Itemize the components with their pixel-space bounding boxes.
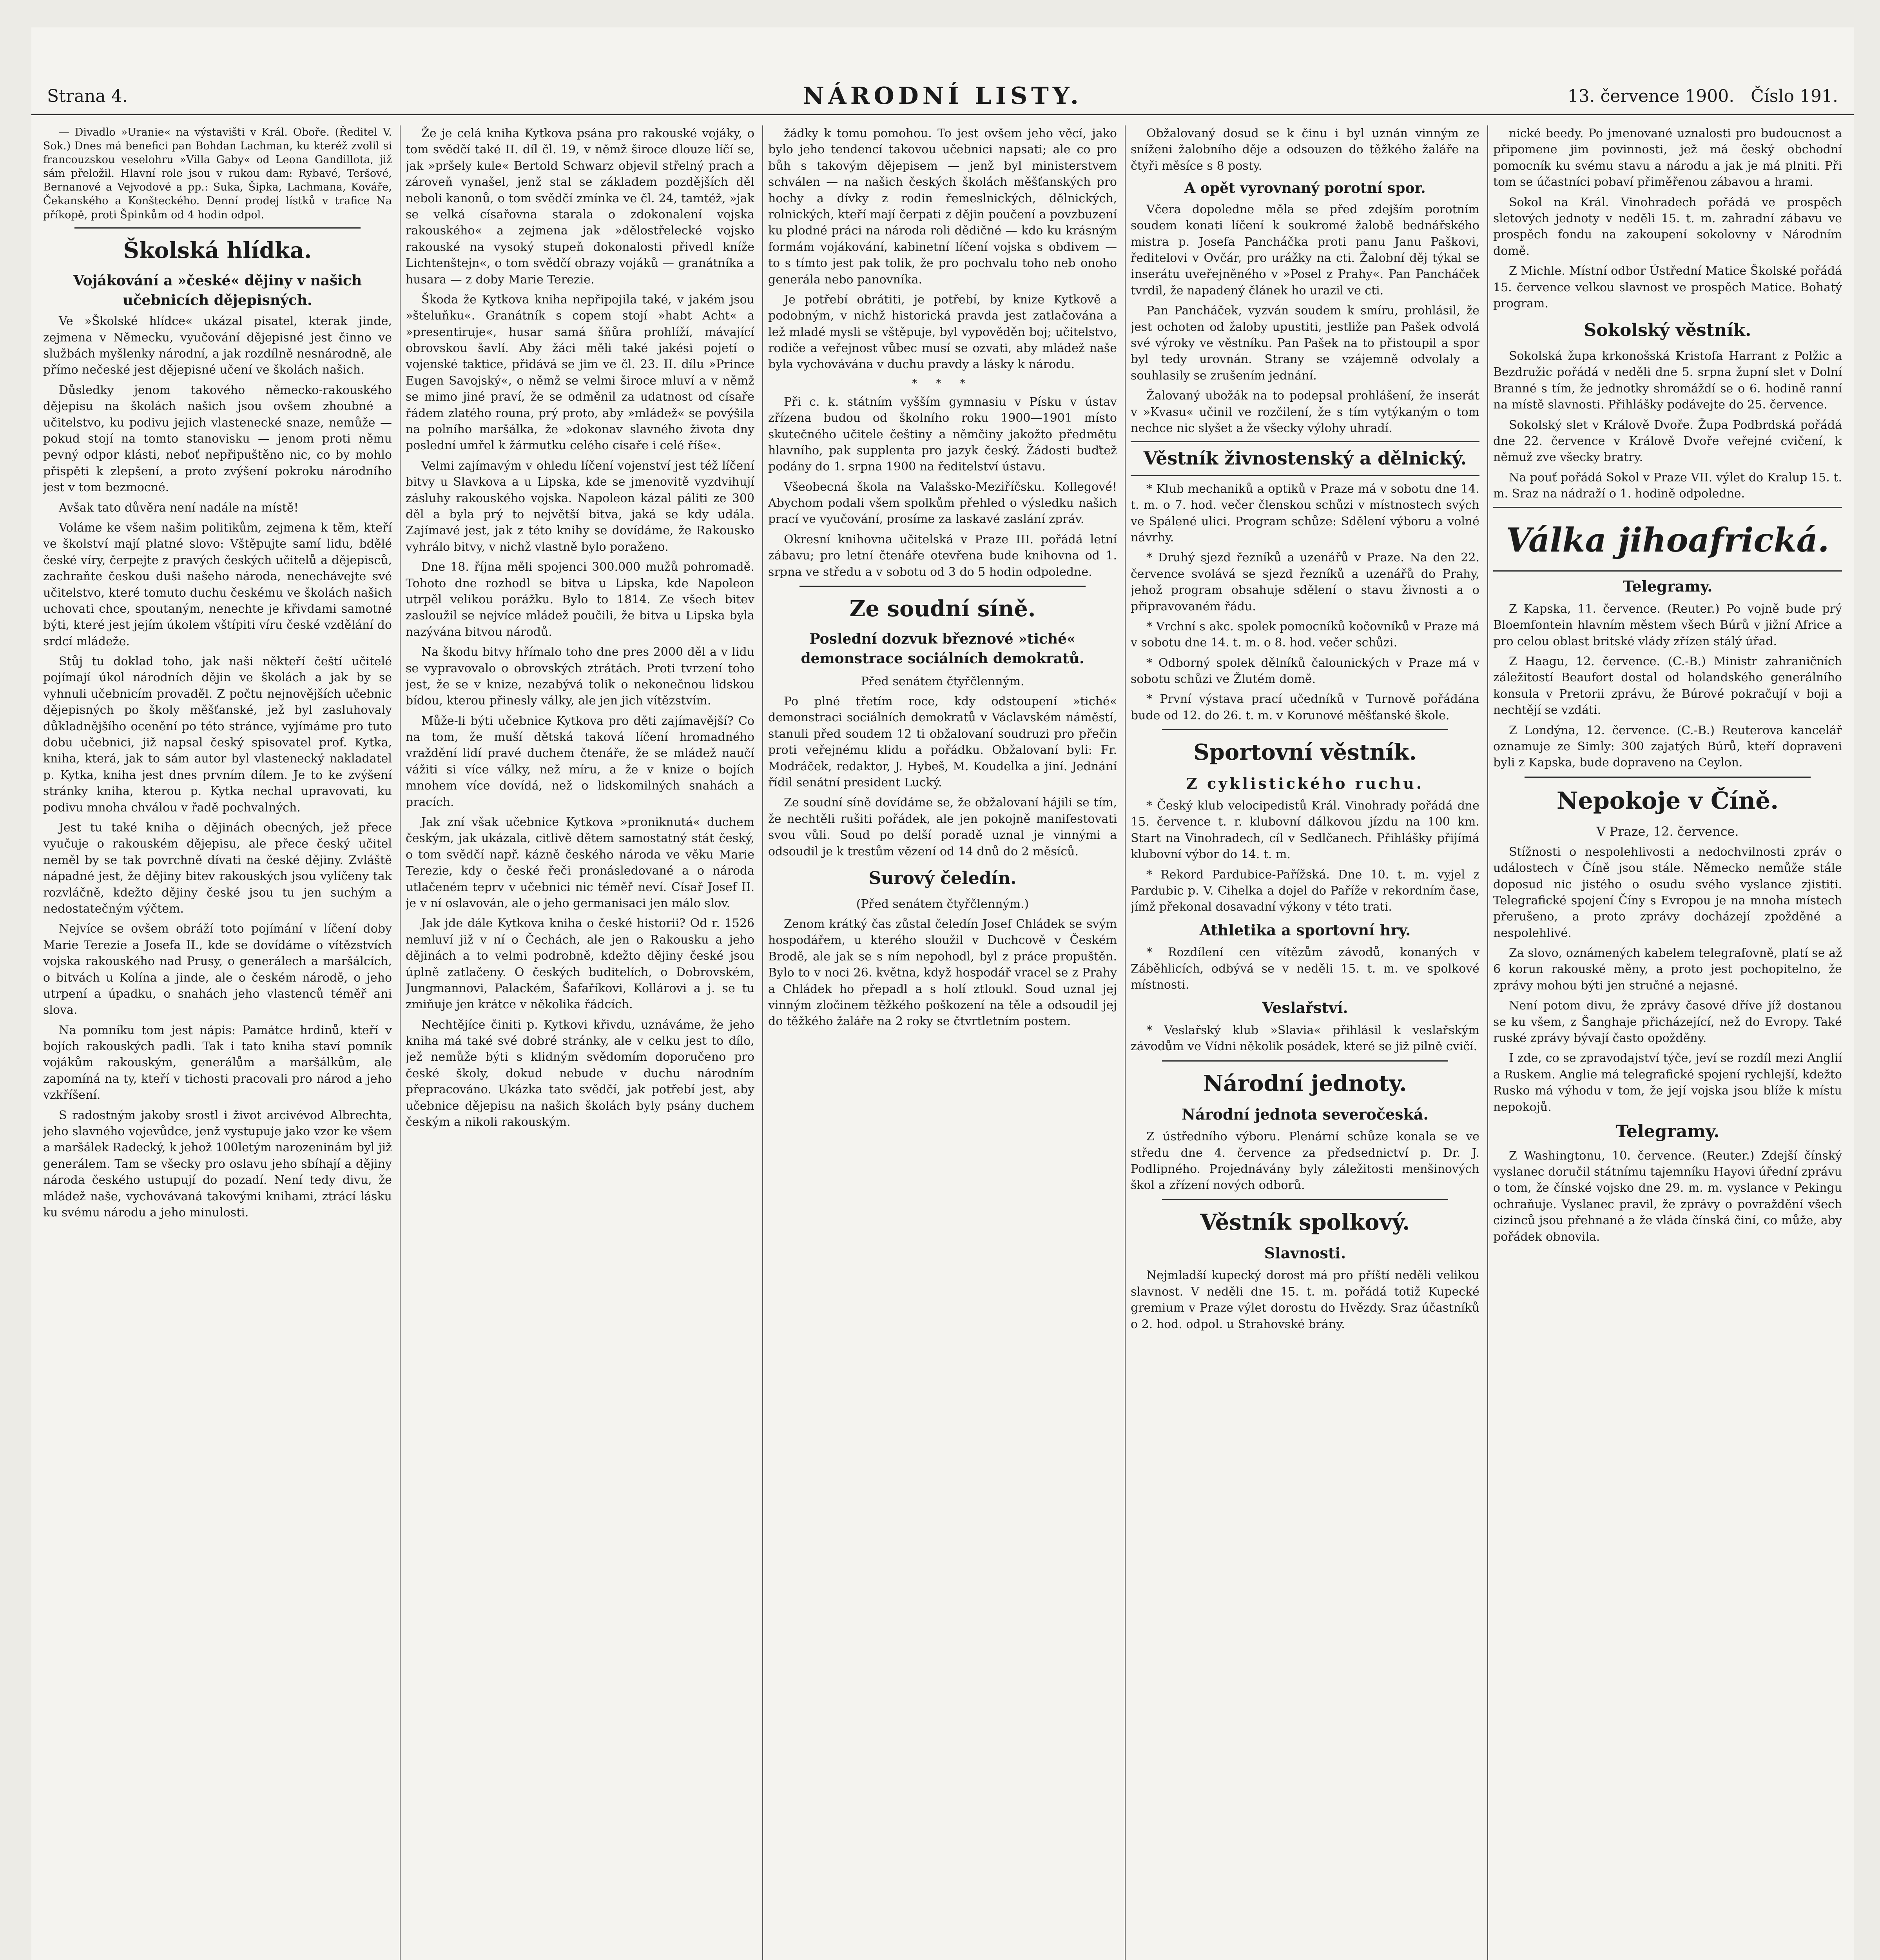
article-paragraph: Sokol na Král. Vinohradech pořádá ve prospěch sletových jednoty v neděli 15. t. m. zahradní zábavu ve prospěch fondu na zakoupení sokolovny v Národním domě. bbox=[1493, 195, 1842, 258]
article-paragraph: Obžalovaný dosud se k činu i byl uznán vinným ze sníženi žalobního děje a odsouzen do těžkého žaláře na čtyři měsíce s 8 posty. bbox=[1131, 127, 1479, 173]
article-paragraph: Nejmladší kupecký dorost má pro příští neděli velikou slavnost. V neděli dne 15. t. m. pořádá totiž Kupecké gremium v Praze výlet dorostu do Hvězdy. Sraz účastníků o 2. hod. odpol. u Strahovské brány. bbox=[1131, 1269, 1479, 1331]
column-5 bbox=[1493, 125, 1842, 1960]
article-paragraph: * Rozdílení cen vítězům závodů, konaných v Záběhlicích, odbývá se v neděli 15. t. m. ve spolkové místnosti. bbox=[1131, 946, 1479, 992]
article-paragraph: Na pouť pořádá Sokol v Praze VII. výlet do Kralup 15. t. m. Sraz na nádraží o 1. hodině odpoledne. bbox=[1493, 470, 1842, 501]
section-title-china: Nepokoje v Číně. bbox=[1556, 787, 1779, 815]
article-paragraph: Stůj tu doklad toho, jak naši někteří čeští učitelé pojímají úkol národních dějin ve školách a jak by se vyhnuli učebnicím provaděl. Z počtu nejnovějších učebnic dějepisných po školy měšťanské, jež byl zasluhovaly důkladnějšího ocenění po této stránce, vyjímáme pro tuto dobu učebnici, již napsal český spisovatel prof. Kytka, kniha, která, jak to sám autor byl vlastenecký nakladatel p. Kytka, kniha jest dnes prvním dílem. Je to ke zvýšení stránky kniha, kterou p. Kytka nechal upravovati, ku podivu mnoha chválou v řadě pochvalných. bbox=[43, 655, 392, 815]
section-box bbox=[1131, 441, 1479, 476]
article-paragraph: * Klub mechaniků a optiků v Praze má v sobotu dne 14. t. m. o 7. hod. večer členskou schůzi v místnostech svých ve Spálené ulici. Program schůze: Sdělení výboru a volné návrhy. bbox=[1131, 482, 1479, 544]
article-paragraph: Při c. k. státním vyšším gymnasiu v Písku v ústav zřízena budou od školního roku 1900—1901 místo skutečného učitele češtiny a němčiny jakožto předmětu hlavního, pak supplenta pro jazyk český. Žádosti buďtež podány do 1. srpna 1900 na ředitelství ústavu. bbox=[768, 395, 1117, 474]
article-paragraph: Na škodu bitvy hřímalo toho dne pres 2000 děl a v lidu se vypravovalo o obrovských ztrátách. Proti tvrzení toho jest, že se v knize, nezabývá tolik o nekonečnou lidskou bídou, kterou přinesly války, ale jen jich vítězstvím. bbox=[406, 645, 754, 708]
article-paragraph: Žalovaný ubožák na to podepsal prohlášení, že inserát v »Kvasu« učinil ve rozčilení, že s tím vytýkaným o tom nechce nic slyšet a že všecky výlohy uhradí. bbox=[1131, 389, 1479, 435]
section-title-national: Národní jednoty. bbox=[1203, 1070, 1407, 1096]
article-paragraph: Okresní knihovna učitelská v Praze III. pořádá letní zábavu; pro letní čtenáře otevřena bude knihovna od 1. srpna ve středu a v sobotu od 3 do 5 hodin odpoledne. bbox=[768, 532, 1117, 579]
article-paragraph: Dne 18. října měli spojenci 300.000 mužů pohromadě. Tohoto dne rozhodl se bitva u Lipska, kde Napoleon utrpěl velikou porážku. Bylo to 1814. Ze všech bitev zasloužil se nejvíce mládež poučili, že bitva u Lipska byla nazývána bitvou národů. bbox=[406, 560, 754, 639]
article-paragraph: Na pomníku tom jest nápis: Památce hrdinů, kteří v bojích rakouských padli. Tak i tato kniha staví pomník vojákům rakouským, generálům a maršálkům, ale zapomíná na ty, kteří v tichosti pracovali pro národ a jeho vzkříšení. bbox=[43, 1023, 392, 1102]
article-paragraph: Jak jde dále Kytkova kniha o české historii? Od r. 1526 nemluví již v ní o Čechách, ale jen o Rakousku a jeho dějinách a to velmi podrobně, kdežto dějiny české jsou úplně zatlačeny. O českých buditelích, o Dobrovském, Jungmannovi, Palackém, Šafaříkovi, Kollárovi a j. se tu zmiňuje jen krátce v několika řádcích. bbox=[406, 916, 754, 1012]
article-paragraph: Ve »Školské hlídce« ukázal pisatel, kterak jinde, zejmena v Německu, vyučování dějepisné jest činno ve službách myšlenky národní, a jak rozdílně nesnárodně, ale přímo nečeské jest dějepisné učení ve školách našich. bbox=[43, 314, 392, 377]
article-paragraph: Sokolský slet v Králově Dvoře. Župa Podbrdská pořádá dne 22. července v Králově Dvoře veřejné cvičení, k němuž zve všecky bratry. bbox=[1493, 418, 1842, 465]
masthead bbox=[31, 82, 1854, 115]
article-paragraph: Z Londýna, 12. července. (C.-B.) Reuterova kancelář oznamuje ze Simly: 300 zajatých Búrů, kteří dopraveni byli z Kapska, bude dopraveno na Ceylon. bbox=[1493, 723, 1842, 770]
section-title-war: Válka jihoafrická. bbox=[1506, 520, 1829, 559]
column-1 bbox=[43, 125, 392, 1960]
article-paragraph: Z ústředního výboru. Plenární schůze konala se ve středu dne 4. července za předsednictví p. Dr. J. Podlipného. Projednávány byly záležitosti menšinových škol a zřízení nových odborů. bbox=[1131, 1130, 1479, 1192]
column-4 bbox=[1131, 125, 1479, 1960]
article-headline: Vojákování a »české« dějiny v našich učebnicích dějepisných. bbox=[73, 272, 362, 309]
subsection-title: Národní jednota severočeská. bbox=[1182, 1105, 1429, 1123]
section-box bbox=[1493, 507, 1842, 572]
article-paragraph: Z Kapska, 11. července. (Reuter.) Po vojně bude prý Bloemfontein hlavním městem všech Búrů v jižní Africe a pro celou oblast britské vlády zřízen stálý úřad. bbox=[1493, 602, 1842, 648]
section-title-school: Školská hlídka. bbox=[123, 237, 312, 263]
newspaper-page bbox=[31, 27, 1854, 1960]
article-paragraph: Velmi zajímavým v ohledu líčení vojenství jest též líčení bitvy u Slavkova a u Lipska, kde se jmenovitě vyzdvihují zásluhy rakouského vojska. Napoleon kázal páliti ze 300 děl a byla prý to největší bitva, jaká se kdy udála. Zajímavé jest, jak z této knihy se dovídáme, že Rakousko vyhrálo bitvy, v nichž vlastně bylo poraženo. bbox=[406, 459, 754, 554]
article-paragraph: Za slovo, oznámených kabelem telegrafovně, platí se až 6 korun rakouské měny, a proto jest pochopitelno, že zprávy mohou býti jen stručné a nejasné. bbox=[1493, 946, 1842, 993]
issue-date bbox=[1568, 86, 1838, 106]
subsection-title: Z cyklistického ruchu. bbox=[1186, 774, 1424, 792]
article-paragraph: žádky k tomu pomohou. To jest ovšem jeho věcí, jako bylo jeho tendencí takovou učebnici napsati; ale co pro bůh s takovým dějepisem — jenž byl ministerstvem schválen — na našich českých školách měšťanských pro hochy a dívky z rodin řemeslnických, dělnických, rolnických, kteří mají čerpati z dějin poučení a povzbuzení ku plodné práci na národa roli dědičné — kdo ku krásným formám vojákování, kabinetní líčení vojska s obdivem — to s tímto jest pak tolik, že pro pochvalu toho neb onoho generála nebo panovníka. bbox=[768, 127, 1117, 287]
issue-date-text: 13. července 1900. bbox=[1567, 86, 1735, 106]
article-paragraph: Škoda že Kytkova kniha nepřipojila také, v jakém jsou »šteluňku«. Granátník s copem stojí »habt Acht« a »presentiruje«, husar samá šňůra prohlíží, mávající obrovskou šavlí. Aby žáci měli také jakési pojetí o vojenské taktice, přidává se jim ve čl. 23. II. dílu »Prince Eugen Savojský«, o němž se velmi široce mluví a v němž se mimo jiné praví, že se odměnil za udatnost od císaře řádem zlatého rouna, prý proto, aby »mládež« se povýšila na polního maršálka, že »dokonav slavného života dny poslední umřel k žármutku celého císaře i celé říše«. bbox=[406, 292, 754, 453]
article-paragraph: Jak zní však učebnice Kytkova »proniknutá« duchem českým, jak ukázala, citlivě dětem samostatný stát český, o tom svědčí např. kázně českého národa ve věku Marie Terezie, kdy o české řeči pronásledované a o národa utlačeném teprv v učebnici nic téměř neví. Císař Josef II. je v ní oslavován, ale o jeho germanisaci jen málo slov. bbox=[406, 815, 754, 910]
article-paragraph: Pan Pancháček, vyzván soudem k smíru, prohlásil, že jest ochoten od žaloby upustiti, jestliže pan Pašek odvolá své výroky ve věstníku. Pan Pašek na to přistoupil a spor byl tedy urovnán. Strany se vzájemně odvolaly a souhlasily se zrušením jednání. bbox=[1131, 304, 1479, 383]
article-paragraph: Z Haagu, 12. července. (C.-B.) Ministr zahraničních záležitostí Beaufort dostal od holandského generálního konsula v Pretorii zprávu, že Búrové pokračují v boji a nechtějí se vzdáti. bbox=[1493, 655, 1842, 717]
article-paragraph: Po plné třetím roce, kdy odstoupení »tiché« demonstraci sociálních demokratů v Václavském náměstí, stanuli před soudem 12 ti obžalovaní soudruzi pro přečin proti veřejnému klidu a pořádku. Obžalovaní byli: Fr. Modráček, redaktor, J. Hybeš, M. Koudelka a jiní. Jednání řídil senátní president Lucký. bbox=[768, 695, 1117, 789]
article-paragraph: nické beedy. Po jmenované uznalosti pro budoucnost a připomene jim povinnosti, jež má český obchodní pomocník ku svému stavu a národu a jak je má plniti. Při tom se účastníci pobaví přiměřenou zábavou a hrami. bbox=[1493, 127, 1842, 189]
column-rule bbox=[1125, 125, 1126, 1960]
article-paragraph: Jest tu také kniha o dějinách obecných, jež přece vyučuje o rakouském dějepisu, ale přece český učitel neměl by se tak povrchně dívati na české dějiny. Zvláště nápadné jest, že dějiny bitev rakouských jsou vylíčeny tak rozvláčně, kdežto dějiny české jsou tu jen suchým a nedostatečným výčtem. bbox=[43, 820, 392, 916]
article-headline: Poslední dozvuk březnové »tiché« demonstrace sociálních demokratů. bbox=[801, 631, 1084, 667]
article-paragraph: Z Washingtonu, 10. července. (Reuter.) Zdejší čínský vyslanec doručil státnímu tajemníku Hayovi úřední zprávu o tom, že čínské vojsko dne 29. m. m. vyslance v Pekingu ochraňuje. Vyslanec pravil, že zprávy o povraždění všech cizinců jsou přehnané a že vláda čínská činí, co může, aby pořádek obnovila. bbox=[1493, 1149, 1842, 1244]
article-paragraph: Může-li býti učebnice Kytkova pro děti zajímavější? Co na tom, že muší dětská taková líčení hromadného vraždění lidí pravé duchem čtenáře, že se mládež naučí vážiti si více války, než míru, a že v knize o bojích mnohem více dovídá, než o lidskomilných snahách a pracích. bbox=[406, 714, 754, 809]
divider bbox=[1162, 1199, 1448, 1200]
section-title-court: Ze soudní síně. bbox=[849, 596, 1036, 622]
article-paragraph: Všeobecná škola na Valašsko-Meziříčsku. Kollegové! Abychom podali všem spolkům přehled o výsledku našich prací ve vyučování, prosíme za laskavé zaslání zpráv. bbox=[768, 480, 1117, 526]
article-paragraph: Je potřebí obrátiti, je potřebí, by knize Kytkově a podobným, v nichž historická pravda jest zatlačována a lež mladé mysli se vštěpuje, byl vypověděn boj; učitelstvo, rodiče a veřejnost vůbec musí se ozvati, aby mládež naše byla vychovávána v duchu pravdy a lásky k národu. bbox=[768, 292, 1117, 372]
divider bbox=[1525, 777, 1811, 778]
subsection-title: Athletika a sportovní hry. bbox=[1199, 921, 1411, 939]
theatre-notice: — Divadlo »Uranie« na výstavišti v Král. Oboře. (Ředitel V. Sok.) Dnes má benefici pan Bohdan Lachman, ku kteréž zvolil si francouzskou veselohru »Villa Gaby« od Leona Gandillota, již sám přeložil. Hlavní role jsou v rukou dam: Rybavé, Teršové, Bernanové a Vejvodové a pp.: Suka, Šipka, Lachmana, Kováře, Čekanského a Konšteckého. Denní prodej lístků v trafice Na příkopě, proti Špinkům od 4 hodin odpol. bbox=[43, 126, 392, 221]
article-paragraph: Sokolská župa krkonošská Kristofa Harrant z Polžic a Bezdružic pořádá v neděli dne 5. srpna župní slet v Dolní Branné s tím, že jednotky shromáždí se o 6. hodině ranní na místě slavnosti. Přihlášky podávejte do 25. července. bbox=[1493, 349, 1842, 412]
article-paragraph: * Veslařský klub »Slavia« přihlásil k veslařským závodům ve Vídni několik posádek, které se již pilně cvičí. bbox=[1131, 1023, 1479, 1054]
article-paragraph: * Český klub velocipedistů Král. Vinohrady pořádá dne 15. července t. r. klubovní dálkovou jízdu na 100 km. Start na Vinohradech, cíl v Sedlčanech. Přihlášky přijímá klubovní výbor do 14. t. m. bbox=[1131, 799, 1479, 862]
subsection-title: Telegramy. bbox=[1615, 1121, 1720, 1142]
article-paragraph: Včera dopoledne měla se před zdejším porotním soudem konati líčení k soukromé žalobě bednářského mistra p. Josefa Pancháčka proti panu Janu Paškovi, ředitelovi v Ovčár, pro urážky na cti. Žalobní děj týkal se inserátu uveřejněného v »Posel z Prahy«. Pan Pancháček tvrdil, že napadený článek ho urazil ve cti. bbox=[1131, 202, 1479, 298]
article-byline: (Před senátem čtyřčlenným.) bbox=[856, 897, 1029, 911]
subsection-title: Veslařství. bbox=[1262, 999, 1348, 1017]
article-paragraph: Voláme ke všem našim politikům, zejmena k těm, kteří ve školství mají platné slovo: Vštěpujte samí lidu, bdělé české víry, čerpejte z pravých českých učitelů a dějepisců, zachraňte českou duši našeho národa, nenechávejte své učitelstvo, které tomuto duchu českému ve školách našich uchovati chce, spoutaným, nenechte je křivdami samotné býti, které jest jejím úkolem vštípiti víru české vzdělání do srdcí mládeže. bbox=[43, 521, 392, 648]
article-paragraph: * Odborný spolek dělníků čalounických v Praze má v sobotu schůzi ve Žlutém domě. bbox=[1131, 656, 1479, 686]
article-paragraph: Zenom krátký čas zůstal čeledín Josef Chládek se svým hospodářem, u kterého sloužil v Duchcově v Českém Brodě, ale jak se s ním nepohodl, byl z práce propuštěn. Bylo to v noci 26. května, když hospodář vracel se z Prahy a Chládek ho přepadl a s holí ztloukl. Soud uznal jej vinným zločinem těžkého poškození na těle a odsoudil jej do těžkého žaláře na 2 roky se čtvrtletním postem. bbox=[768, 917, 1117, 1029]
article-headline-2: Surový čeledín. bbox=[868, 868, 1017, 888]
dateline: V Praze, 12. července. bbox=[1596, 824, 1739, 839]
divider bbox=[1162, 729, 1448, 730]
article-paragraph: * První výstava prací učedníků v Turnově pořádána bude od 12. do 26. t. m. v Korunové měšťanské škole. bbox=[1131, 692, 1479, 722]
article-paragraph: I zde, co se zpravodajství týče, jeví se rozdíl mezi Anglií a Ruskem. Anglie má telegrafické spojení rychlejší, kdežto Rusko má výhodu v tom, že její vojska jsou blíže k místu nepokojů. bbox=[1493, 1051, 1842, 1114]
column-3 bbox=[768, 125, 1117, 1960]
article-headline: A opět vyrovnaný porotní spor. bbox=[1184, 180, 1426, 197]
article-byline: Před senátem čtyřčlenným. bbox=[861, 674, 1024, 688]
subsection-title: Slavnosti. bbox=[1264, 1244, 1346, 1262]
article-paragraph: * Rekord Pardubice-Pařížská. Dne 10. t. m. vyjel z Pardubic p. V. Cihelka a dojel do Paříže v rekordním čase, jímž překonal dosavadní výkony v této trati. bbox=[1131, 867, 1479, 914]
column-rule bbox=[400, 125, 401, 1960]
newspaper-title: NÁRODNÍ LISTY. bbox=[803, 82, 1082, 110]
column-2 bbox=[406, 125, 754, 1960]
article-paragraph: Nejvíce se ovšem obráží toto pojímání v líčení doby Marie Terezie a Josefa II., kde se dovídáme o vítězstvích vojska rakouského nad Prusy, o generálech a maršálcích, o bitvách u Kolína a jinde, ale o českém národě, o jeho utrpení a úpadku, o snahách jeho vlastenců téměř ani slova. bbox=[43, 922, 392, 1017]
section-title-trade: Věstník živnostenský a dělnický. bbox=[1143, 448, 1467, 469]
article-paragraph: S radostným jakoby srostl i život arcivévod Albrechta, jeho slavného vojevůdce, jenž vystupuje jako vzor ke všem a maršálek Radecký, k jehož 100letým narozeninám byl již generálem. Tam se všecky pro oslavu jeho sbíhají a dějiny národa českého ustupují do pozadí. Není tedy divu, že mládež naše, vychovávaná takovými knihami, ztrácí lásku ku svému národu a jeho minulosti. bbox=[43, 1108, 392, 1220]
column-rule bbox=[1487, 125, 1488, 1960]
separator-stars: * * * bbox=[912, 377, 973, 389]
issue-number: Číslo 191. bbox=[1751, 86, 1838, 106]
section-title-clubs: Věstník spolkový. bbox=[1200, 1209, 1410, 1235]
article-paragraph: * Vrchní s akc. spolek pomocníků kočovníků v Praze má v sobotu dne 14. t. m. o 8. hod. večer schůzi. bbox=[1131, 619, 1479, 650]
article-paragraph: Ze soudní síně dovídáme se, že obžalovaní hájili se tím, že nechtěli rušiti pořádek, ale jen pokojně manifestovati svou vůli. Soud po delší poradě uznal je vinnými a odsoudil je k trestům vězení od 14 dnů do 2 měsíců. bbox=[768, 796, 1117, 858]
article-paragraph: Není potom divu, že zprávy časové dříve jíž dostanou se ku všem, z Šanghaje přicházející, než do Evropy. Také ruské zprávy bývají často opožděny. bbox=[1493, 999, 1842, 1045]
article-paragraph: Stížnosti o nespolehlivosti a nedochvilnosti zpráv o událostech v Číně jsou stále. Německo nemůže stále doposud nic jistého o osudu svého vyslance zjistiti. Telegrafické spojení Číny s Evropou je na mnoha místech přerušeno, a proto zprávy docházejí zpožděné a nespolehlivé. bbox=[1493, 845, 1842, 940]
column-rule bbox=[762, 125, 763, 1960]
divider bbox=[799, 586, 1086, 587]
article-paragraph: Důsledky jenom takového německo-rakouského dějepisu na školách našich jsou ovšem zhoubné a učitelstvo, ku podivu jejich vlastenecké snaze, nemůže — pokud stojí na tomto stanovisku — jenom proti němu pevný odpor klásti, neboť nepřipuštěno nic, co by mohlo přispěti k zlepšení, a proto zvýšení pokroku národního jest v tom bezmocné. bbox=[43, 383, 392, 495]
article-paragraph: Z Michle. Místní odbor Ústřední Matice Školské pořádá 15. července velkou slavnost ve prospěch Matice. Bohatý program. bbox=[1493, 264, 1842, 310]
article-paragraph: Nechtějíce činiti p. Kytkovi křivdu, uznáváme, že jeho kniha má také své dobré stránky, ale v celku jest to dílo, jež nemůže býti s klidným svědomím doporučeno pro české školy, dokud nebude v duchu národním přepracováno. Ukázka tato svědčí, jak potřebí jest, aby učebnice dějepisu na našich školách byly psány duchem českým a nikoli rakouským. bbox=[406, 1018, 754, 1129]
divider bbox=[74, 227, 361, 229]
section-title-sokol: Sokolský věstník. bbox=[1584, 320, 1751, 341]
article-paragraph: * Druhý sjezd řezníků a uzenářů v Praze. Na den 22. července svolává se sjezd řezníků a uzenářů do Prahy, jehož program obsahuje sdělení o stavu živnosti a o připravovaném řádu. bbox=[1131, 551, 1479, 613]
divider bbox=[1162, 1060, 1448, 1062]
article-paragraph: Že je celá kniha Kytkova psána pro rakouské vojáky, o tom svědčí také II. díl čl. 19, v němž široce dlouze líčí se, jak »pršely kule« Bertold Schwarz objevil střelný prach a zároveň vynašel, jenž stal se základem pozdějších děl neboli kanonů, o tom svědčí zmínka ve čl. 24, tamtéž, »jak se velká císařovna starala o zdokonalení vojska rakouského« a zejmena jak »dělostřelecké vojsko rakouské na vysoký stupeň dokonalosti přivedl kníže Lichtenštejn«, o tom svědčí obrazy vojáků — granátníka a husara — z doby Marie Terezie. bbox=[406, 127, 754, 287]
page-number: Strana 4. bbox=[47, 86, 128, 106]
section-title-sport: Sportovní věstník. bbox=[1193, 739, 1417, 766]
subsection-title: Telegramy. bbox=[1623, 577, 1713, 595]
article-paragraph: Avšak tato důvěra není nadále na místě! bbox=[59, 501, 299, 515]
